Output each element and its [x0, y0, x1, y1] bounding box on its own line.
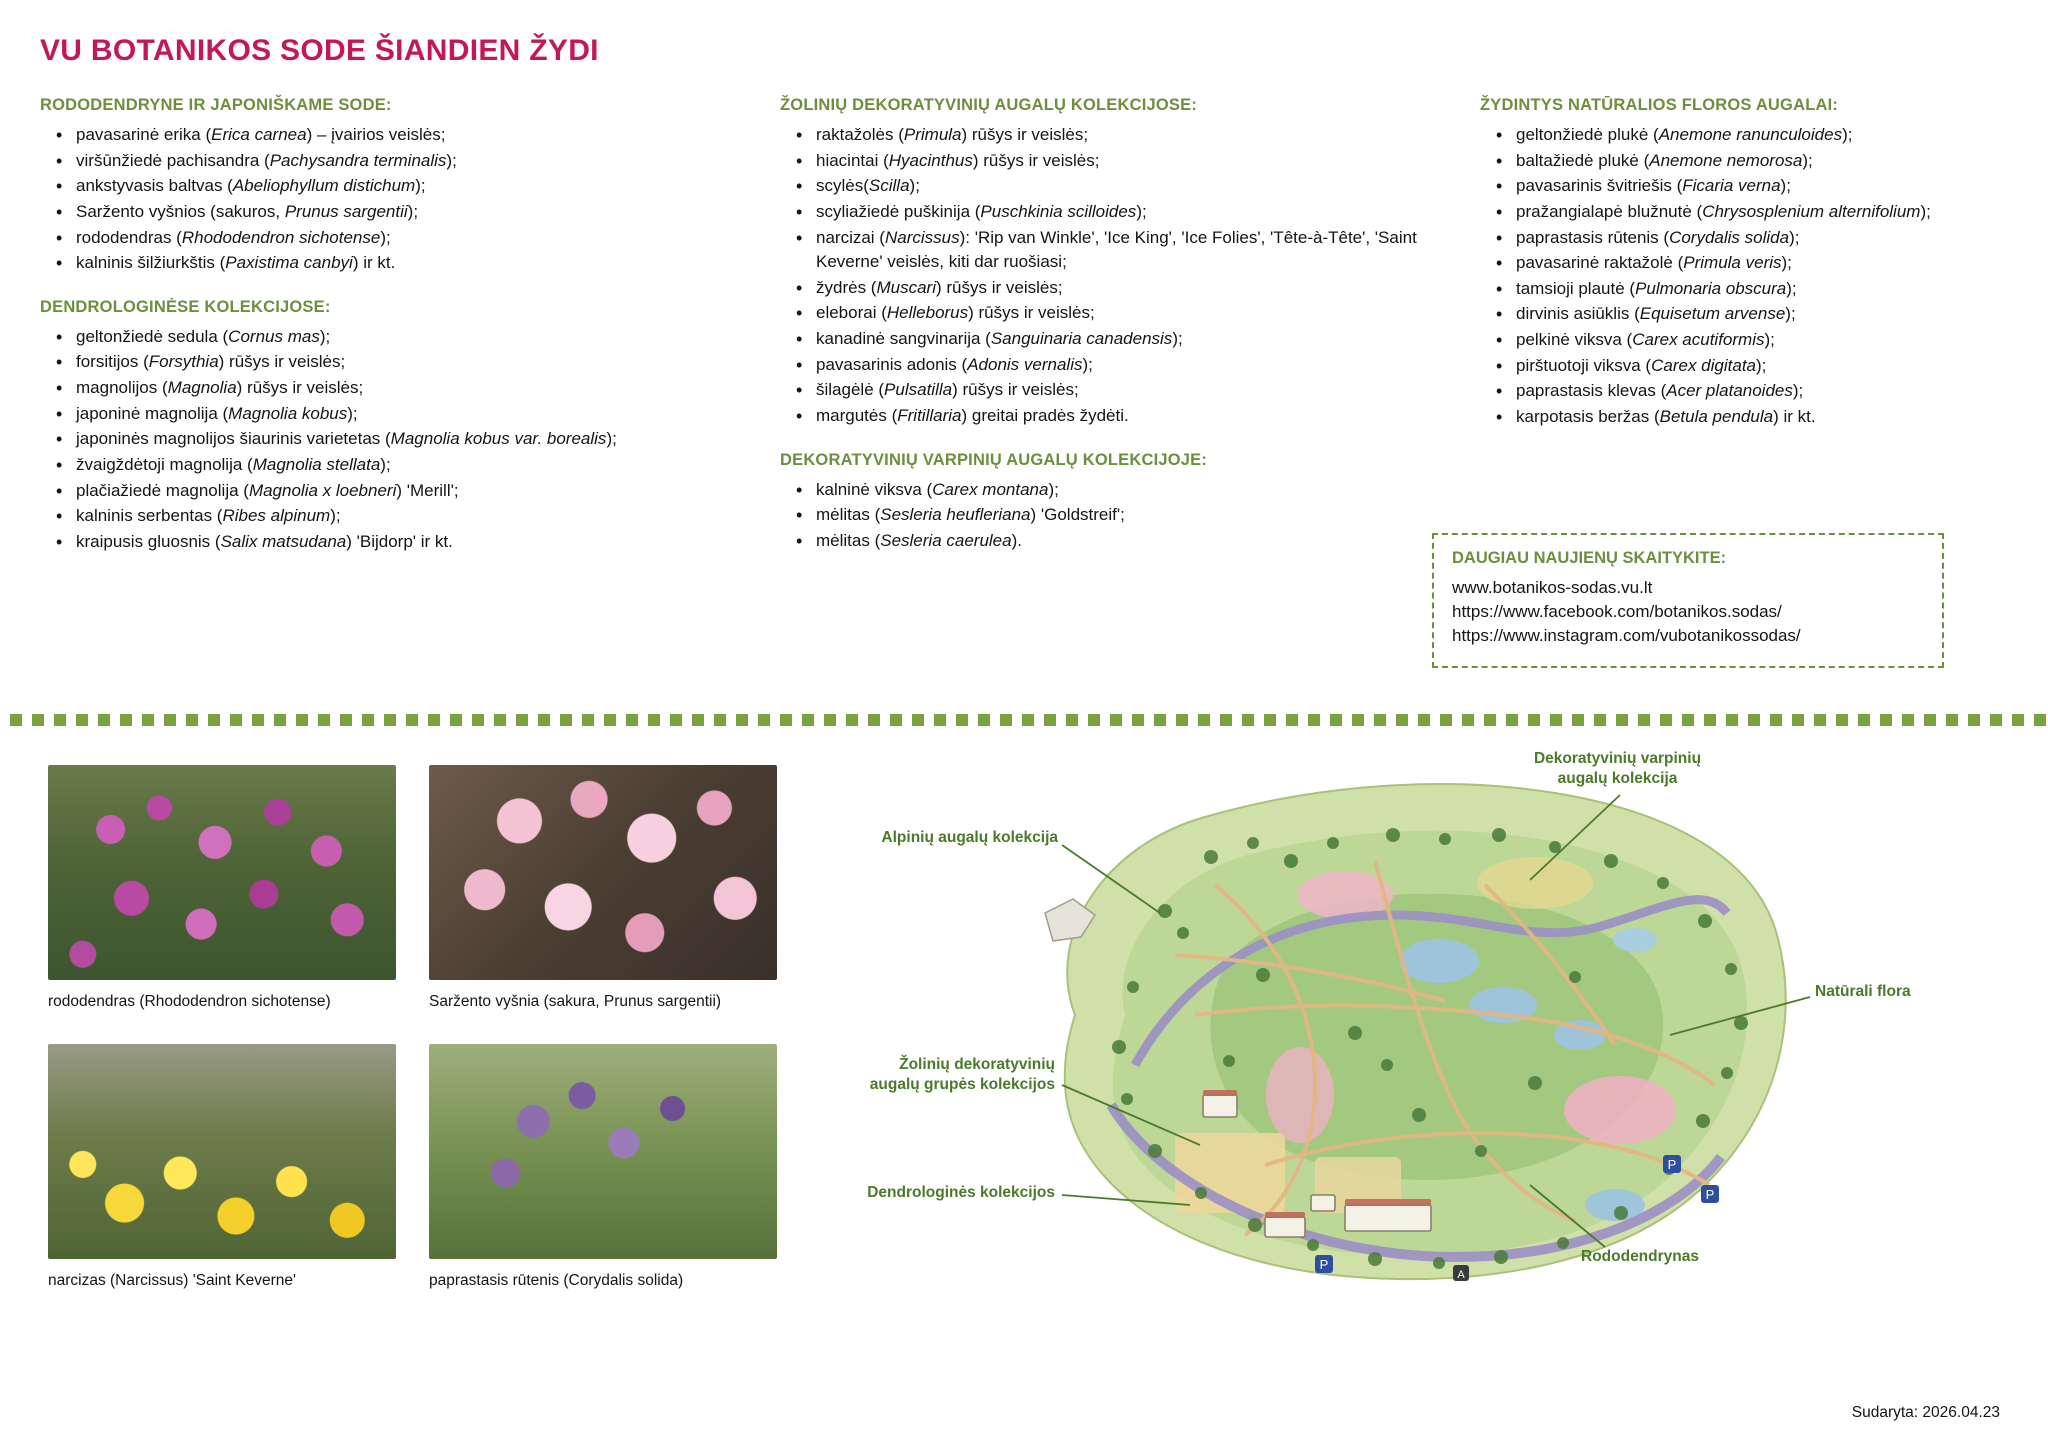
plant-name: pavasarinė raktažolė (Primula veris); — [1516, 253, 1792, 273]
divider-dot — [1858, 714, 1870, 726]
divider-dot — [1396, 714, 1408, 726]
divider-dot — [1308, 714, 1320, 726]
list-item — [814, 503, 1480, 528]
list-item — [814, 226, 1480, 275]
divider-dot — [1836, 714, 1848, 726]
divider-dot — [1374, 714, 1386, 726]
divider-dot — [296, 714, 308, 726]
plant-name: kraipusis gluosnis (Salix matsudana) 'Bijdorp' ir kt. — [76, 531, 453, 551]
divider-dot — [890, 714, 902, 726]
list-item — [1514, 174, 2008, 199]
plant-name: pirštuotoji viksva (Carex digitata); — [1516, 355, 1767, 375]
list-item — [1514, 328, 2008, 353]
list-item — [74, 149, 780, 174]
sakura-photo — [429, 765, 777, 980]
svg-text:A: A — [1457, 1269, 1465, 1281]
map-label-natural-flora: Natūrali flora — [1815, 983, 1911, 1000]
plant-name: dirvinis asiūklis (Equisetum arvense); — [1516, 304, 1796, 324]
divider-dot — [1616, 714, 1628, 726]
divider-dot — [846, 714, 858, 726]
photo-caption: narcizas (Narcissus) 'Saint Keverne' — [48, 1272, 296, 1290]
divider-dot — [868, 714, 880, 726]
list-item — [74, 479, 780, 504]
plant-name: narcizai (Narcissus): 'Rip van Winkle', 'Ice King', 'Ice Folies', 'Tête-à-Tête', 'Saint Keverne' veislės, kiti dar ruošiasi; — [816, 227, 1417, 272]
divider-dot — [450, 714, 462, 726]
divider-dot — [1990, 714, 2002, 726]
compiled-date: Sudaryta: 2026.04.23 — [1851, 1404, 2000, 1421]
divider-dot — [32, 714, 44, 726]
list-item — [74, 376, 780, 401]
divider-dot — [604, 714, 616, 726]
list-item — [74, 402, 780, 427]
list-item — [1514, 354, 2008, 379]
list-item — [1514, 302, 2008, 327]
divider-dot — [76, 714, 88, 726]
divider-dot — [1286, 714, 1298, 726]
divider-dot — [780, 714, 792, 726]
divider-dot — [494, 714, 506, 726]
divider-dot — [736, 714, 748, 726]
divider-dot — [472, 714, 484, 726]
plant-name: žvaigždėtoji magnolija (Magnolia stellata); — [76, 455, 391, 475]
divider-dot — [1572, 714, 1584, 726]
divider-dot — [274, 714, 286, 726]
dotted-divider — [10, 714, 2038, 726]
divider-dot — [582, 714, 594, 726]
photo-cell — [429, 765, 777, 1012]
plant-name: tamsioji plautė (Pulmonaria obscura); — [1516, 278, 1797, 298]
divider-dot — [956, 714, 968, 726]
section-dendrology-collections — [40, 298, 780, 555]
divider-dot — [362, 714, 374, 726]
plant-name: kanadinė sangvinarija (Sanguinaria canadensis); — [816, 329, 1183, 349]
divider-dot — [164, 714, 176, 726]
divider-dot — [1022, 714, 1034, 726]
plant-name: kalninis šilžiurkštis (Paxistima canbyi) ir kt. — [76, 253, 396, 273]
photo-row — [48, 1044, 788, 1291]
photo-cell — [48, 765, 396, 1012]
corydalis-photo — [429, 1044, 777, 1259]
plant-name: pavasarinė erika (Erica carnea) – įvairios veislės; — [76, 125, 446, 144]
plant-name: kalninė viksva (Carex montana); — [816, 479, 1059, 499]
list-item — [1514, 379, 2008, 404]
divider-dot — [1748, 714, 1760, 726]
list-item — [814, 149, 1480, 174]
svg-text:P: P — [1319, 1257, 1329, 1272]
divider-dot — [1924, 714, 1936, 726]
list-item — [74, 427, 780, 452]
photo-cell — [48, 1044, 396, 1291]
plant-name: scylės(Scilla); — [816, 176, 920, 196]
plant-name: margutės (Fritillaria) greitai pradės žydėti. — [816, 406, 1129, 426]
divider-dot — [428, 714, 440, 726]
plant-name: mėlitas (Sesleria heufleriana) 'Goldstreif'; — [816, 505, 1125, 525]
plant-list — [782, 478, 1480, 554]
photo-caption: rododendras (Rhododendron sichotense) — [48, 993, 331, 1010]
more-news-box — [1432, 533, 1944, 668]
section-heading: DENDROLOGINĖSE KOLEKCIJOSE: — [40, 297, 331, 316]
divider-dot — [1330, 714, 1342, 726]
section-heading: DEKORATYVINIŲ VARPINIŲ AUGALŲ KOLEKCIJOJE: — [780, 450, 1208, 469]
divider-dot — [1484, 714, 1496, 726]
list-item — [1514, 149, 2008, 174]
plant-name: geltonžiedė plukė (Anemone ranunculoides); — [1516, 125, 1853, 144]
list-item — [814, 174, 1480, 199]
section-ornamental-grasses — [780, 451, 1480, 554]
plant-name: paprastasis klevas (Acer platanoides); — [1516, 381, 1804, 401]
instagram-link[interactable]: https://www.instagram.com/vubotanikossodas/ — [1452, 626, 1801, 646]
plant-name: geltonžiedė sedula (Cornus mas); — [76, 326, 331, 346]
plant-list — [1482, 123, 2008, 430]
photo-cell — [429, 1044, 777, 1291]
divider-dot — [714, 714, 726, 726]
list-item — [814, 276, 1480, 301]
list-item — [74, 174, 780, 199]
photo-caption: Saržento vyšnia (sakura, Prunus sargentii) — [429, 993, 722, 1010]
divider-dot — [186, 714, 198, 726]
plant-name: Saržento vyšnios (sakuros, Prunus sargentii); — [76, 201, 419, 221]
list-item — [814, 123, 1480, 148]
divider-dot — [1220, 714, 1232, 726]
divider-dot — [538, 714, 550, 726]
list-item — [814, 327, 1480, 352]
plant-name: baltažiedė plukė (Anemone nemorosa); — [1516, 150, 1813, 170]
plant-name: šilagėlė (Pulsatilla) rūšys ir veislės; — [816, 380, 1079, 400]
divider-dot — [1066, 714, 1078, 726]
list-item — [1514, 405, 2008, 430]
divider-dot — [142, 714, 154, 726]
plant-name: karpotasis beržas (Betula pendula) ir kt. — [1516, 407, 1816, 427]
map-label-rhododendron: Rododendrynas — [1581, 1248, 1699, 1265]
divider-dot — [1000, 714, 1012, 726]
divider-dot — [1550, 714, 1562, 726]
plant-name: japoninės magnolijos šiaurinis varietetas (Magnolia kobus var. borealis); — [76, 429, 617, 449]
divider-dot — [1440, 714, 1452, 726]
svg-text:P: P — [1705, 1187, 1715, 1202]
list-item — [1514, 251, 2008, 276]
more-news-title: DAUGIAU NAUJIENŲ SKAITYKITE: — [1452, 549, 1727, 567]
list-item — [74, 251, 780, 276]
divider-dot — [802, 714, 814, 726]
divider-dot — [824, 714, 836, 726]
divider-dot — [1528, 714, 1540, 726]
column-right — [1480, 96, 2008, 577]
section-rhododendron-japanese-garden — [40, 96, 780, 276]
divider-dot — [1726, 714, 1738, 726]
divider-dot — [406, 714, 418, 726]
divider-dot — [1946, 714, 1958, 726]
section-heading: RODODENDRYNE IR JAPONIŠKAME SODE: — [40, 96, 392, 114]
garden-map — [830, 735, 2040, 1405]
divider-dot — [1506, 714, 1518, 726]
svg-text:P: P — [1667, 1157, 1677, 1172]
plant-name: ankstyvasis baltvas (Abeliophyllum distichum); — [76, 176, 426, 196]
list-item — [74, 200, 780, 225]
divider-dot — [1462, 714, 1474, 726]
plant-name: plačiažiedė magnolija (Magnolia x loebneri) 'Merill'; — [76, 480, 459, 500]
plant-name: raktažolės (Primula) rūšys ir veislės; — [816, 125, 1089, 144]
plant-name: viršūnžiedė pachisandra (Pachysandra terminalis); — [76, 150, 457, 170]
list-item — [74, 453, 780, 478]
list-item — [1514, 277, 2008, 302]
list-item — [814, 404, 1480, 429]
plant-name: pavasarinis švitriešis (Ficaria verna); — [1516, 176, 1791, 196]
list-item — [74, 504, 780, 529]
map-label-alpine: Alpinių augalų kolekcija — [881, 829, 1058, 846]
divider-dot — [934, 714, 946, 726]
divider-dot — [252, 714, 264, 726]
divider-dot — [10, 714, 22, 726]
plant-name: pavasarinis adonis (Adonis vernalis); — [816, 354, 1093, 374]
narcissus-photo — [48, 1044, 396, 1259]
divider-dot — [1198, 714, 1210, 726]
list-item — [814, 301, 1480, 326]
divider-dot — [560, 714, 572, 726]
column-left — [40, 96, 780, 577]
divider-dot — [1088, 714, 1100, 726]
plant-name: scyliažiedė puškinija (Puschkinia scilloides); — [816, 201, 1147, 221]
map-label-decorative-grasses: Dekoratyvinių varpinių augalų kolekcija — [1533, 750, 1702, 788]
list-item — [74, 530, 780, 555]
divider-dot — [384, 714, 396, 726]
plant-name: rododendras (Rhododendron sichotense); — [76, 227, 391, 247]
divider-dot — [1814, 714, 1826, 726]
divider-dot — [1110, 714, 1122, 726]
section-herbaceous-ornamental — [780, 96, 1480, 429]
content-columns — [40, 96, 2008, 577]
section-heading: ŽYDINTYS NATŪRALIOS FLOROS AUGALAI: — [1480, 96, 1839, 114]
divider-dot — [1880, 714, 1892, 726]
plant-list — [42, 123, 780, 276]
list-item — [1514, 123, 2008, 148]
divider-dot — [1154, 714, 1166, 726]
plant-name: paprastasis rūtenis (Corydalis solida); — [1516, 227, 1800, 247]
divider-dot — [98, 714, 110, 726]
divider-dot — [1638, 714, 1650, 726]
plant-name: forsitijos (Forsythia) rūšys ir veislės; — [76, 352, 346, 372]
divider-dot — [340, 714, 352, 726]
plant-name: pelkinė viksva (Carex acutiformis); — [1516, 330, 1775, 350]
divider-dot — [758, 714, 770, 726]
list-item — [74, 325, 780, 350]
list-item — [74, 226, 780, 251]
map-label-dendrology: Dendrologinės kolekcijos — [867, 1184, 1055, 1201]
plant-list — [42, 325, 780, 555]
rhododendron-photo — [48, 765, 396, 980]
photo-row — [48, 765, 788, 1012]
divider-dot — [1176, 714, 1188, 726]
photo-gallery — [48, 765, 788, 1307]
divider-dot — [1968, 714, 1980, 726]
divider-dot — [120, 714, 132, 726]
divider-dot — [1264, 714, 1276, 726]
divider-dot — [1660, 714, 1672, 726]
plant-name: mėlitas (Sesleria caerulea). — [816, 530, 1022, 550]
divider-dot — [626, 714, 638, 726]
divider-dot — [2012, 714, 2024, 726]
website-link[interactable]: www.botanikos-sodas.vu.lt — [1452, 578, 1653, 597]
divider-dot — [692, 714, 704, 726]
divider-dot — [54, 714, 66, 726]
plant-name: japoninė magnolija (Magnolia kobus); — [76, 403, 358, 423]
list-item — [814, 353, 1480, 378]
divider-dot — [230, 714, 242, 726]
plant-name: pražangialapė blužnutė (Chrysosplenium alternifolium); — [1516, 201, 1931, 221]
section-natural-flora — [1480, 96, 2008, 430]
divider-dot — [1132, 714, 1144, 726]
plant-name: hiacintai (Hyacinthus) rūšys ir veislės; — [816, 150, 1100, 170]
divider-dot — [978, 714, 990, 726]
divider-dot — [318, 714, 330, 726]
divider-dot — [648, 714, 660, 726]
divider-dot — [208, 714, 220, 726]
plant-name: magnolijos (Magnolia) rūšys ir veislės; — [76, 378, 364, 398]
facebook-link[interactable]: https://www.facebook.com/botanikos.sodas/ — [1452, 602, 1782, 622]
divider-dot — [1792, 714, 1804, 726]
divider-dot — [1704, 714, 1716, 726]
plant-name: kalninis serbentas (Ribes alpinum); — [76, 506, 341, 526]
list-item — [1514, 200, 2008, 225]
list-item — [1514, 226, 2008, 251]
divider-dot — [1044, 714, 1056, 726]
divider-dot — [1682, 714, 1694, 726]
section-heading: ŽOLINIŲ DEKORATYVINIŲ AUGALŲ KOLEKCIJOSE: — [780, 96, 1198, 114]
plant-name: eleborai (Helleborus) rūšys ir veislės; — [816, 303, 1095, 323]
list-item — [814, 200, 1480, 225]
list-item — [814, 478, 1480, 503]
divider-dot — [1902, 714, 1914, 726]
list-item — [814, 529, 1480, 554]
photo-caption: paprastasis rūtenis (Corydalis solida) — [429, 1272, 684, 1290]
divider-dot — [2034, 714, 2046, 726]
list-item — [814, 378, 1480, 403]
divider-dot — [1594, 714, 1606, 726]
map-label-herbaceous: Žolinių dekoratyvinių augalų grupės kolekcijos — [869, 1056, 1055, 1094]
divider-dot — [516, 714, 528, 726]
list-item — [74, 123, 780, 148]
page-title: VU BOTANIKOS SODE ŠIANDIEN ŽYDI — [40, 34, 599, 67]
column-middle — [780, 96, 1480, 577]
divider-dot — [1770, 714, 1782, 726]
divider-dot — [1352, 714, 1364, 726]
divider-dot — [1242, 714, 1254, 726]
list-item — [74, 350, 780, 375]
plant-list — [782, 123, 1480, 429]
plant-name: žydrės (Muscari) rūšys ir veislės; — [816, 277, 1063, 297]
divider-dot — [1418, 714, 1430, 726]
divider-dot — [670, 714, 682, 726]
divider-dot — [912, 714, 924, 726]
